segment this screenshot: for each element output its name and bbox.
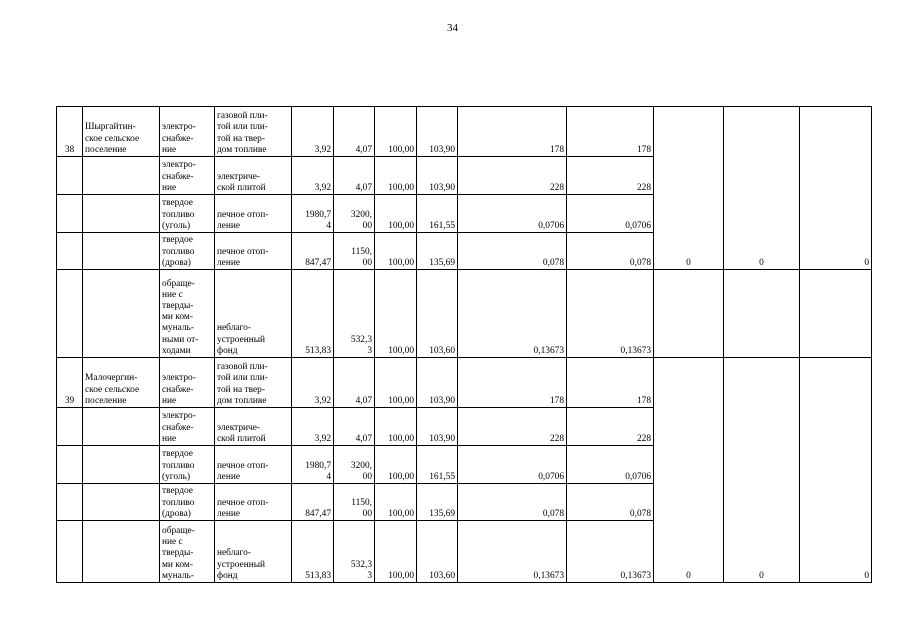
- value-cell: 3,92: [292, 358, 334, 408]
- value-cell: 100,00: [375, 358, 417, 408]
- value-cell: 178: [458, 358, 567, 408]
- service-cell: обраще- ние с тверды- ми ком- муналь- ными от- ходами: [160, 270, 215, 358]
- purpose-cell: печное отоп- ление: [215, 484, 292, 521]
- value-cell: 3,92: [292, 408, 334, 446]
- service-cell: обраще- ние с тверды- ми ком- муналь-: [160, 521, 215, 583]
- service-cell: твердое топливо (дрова): [160, 233, 215, 270]
- value-cell: 532,3 3: [334, 270, 375, 358]
- purpose-cell: газовой пли- той или пли- той на твер- дом топливе: [215, 358, 292, 408]
- value-cell: 103,60: [417, 521, 458, 583]
- purpose-cell: электриче- ской плитой: [215, 157, 292, 195]
- value-cell: 0,13673: [567, 270, 654, 358]
- settlement-name: Шыргайтин- ское сельское поселение: [83, 107, 160, 157]
- service-cell: электро- снабже- ние: [160, 408, 215, 446]
- value-cell: 1980,7 4: [292, 446, 334, 484]
- value-cell: 1150, 00: [334, 484, 375, 521]
- page-number: 34: [447, 22, 458, 34]
- tariff-table: [56, 106, 872, 583]
- value-cell: 0,0706: [458, 446, 567, 484]
- value-cell: 228: [458, 408, 567, 446]
- value-cell: 4,07: [334, 408, 375, 446]
- value-cell: 0,078: [567, 484, 654, 521]
- zero-cell: 0: [800, 107, 872, 270]
- value-cell: 4,07: [334, 107, 375, 157]
- value-cell: 3,92: [292, 157, 334, 195]
- value-cell: 103,90: [417, 358, 458, 408]
- value-cell: 0,13673: [567, 521, 654, 583]
- purpose-cell: печное отоп- ление: [215, 195, 292, 233]
- value-cell: 100,00: [375, 270, 417, 358]
- purpose-cell: печное отоп- ление: [215, 446, 292, 484]
- value-cell: 161,55: [417, 446, 458, 484]
- value-cell: 103,90: [417, 408, 458, 446]
- zero-cell: 0: [724, 358, 800, 583]
- purpose-cell: электриче- ской плитой: [215, 408, 292, 446]
- value-cell: 100,00: [375, 446, 417, 484]
- value-cell: 513,83: [292, 521, 334, 583]
- zero-cell: 0: [724, 107, 800, 270]
- value-cell: 847,47: [292, 484, 334, 521]
- value-cell: 1150, 00: [334, 233, 375, 270]
- value-cell: 4,07: [334, 358, 375, 408]
- service-cell: электро- снабже- ние: [160, 358, 215, 408]
- purpose-cell: печное отоп- ление: [215, 233, 292, 270]
- service-cell: электро- снабже- ние: [160, 157, 215, 195]
- value-cell: 3200, 00: [334, 446, 375, 484]
- value-cell: 161,55: [417, 195, 458, 233]
- value-cell: 100,00: [375, 408, 417, 446]
- value-cell: 100,00: [375, 107, 417, 157]
- value-cell: 100,00: [375, 195, 417, 233]
- value-cell: 103,90: [417, 157, 458, 195]
- table-row: [57, 270, 872, 358]
- value-cell: 0,0706: [458, 195, 567, 233]
- purpose-cell: неблаго- устроенный фонд: [215, 521, 292, 583]
- table-row: [57, 107, 872, 157]
- zero-cell: 0: [654, 358, 724, 583]
- table-row: [57, 358, 872, 408]
- purpose-cell: газовой пли- той или пли- той на твер- дом топливе: [215, 107, 292, 157]
- service-cell: твердое топливо (дрова): [160, 484, 215, 521]
- row-index: 39: [57, 358, 83, 408]
- zero-cell: 0: [800, 358, 872, 583]
- service-cell: твердое топливо (уголь): [160, 446, 215, 484]
- value-cell: 0,0706: [567, 446, 654, 484]
- value-cell: 100,00: [375, 157, 417, 195]
- value-cell: 135,69: [417, 233, 458, 270]
- value-cell: 847,47: [292, 233, 334, 270]
- purpose-cell: неблаго- устроенный фонд: [215, 270, 292, 358]
- value-cell: 228: [458, 157, 567, 195]
- service-cell: электро- снабже- ние: [160, 107, 215, 157]
- value-cell: 228: [567, 408, 654, 446]
- settlement-name: Малочергин- ское сельское поселение: [83, 358, 160, 408]
- value-cell: 1980,7 4: [292, 195, 334, 233]
- value-cell: 100,00: [375, 484, 417, 521]
- service-cell: твердое топливо (уголь): [160, 195, 215, 233]
- value-cell: 228: [567, 157, 654, 195]
- value-cell: 178: [567, 358, 654, 408]
- zero-cell: 0: [654, 107, 724, 270]
- value-cell: 103,90: [417, 107, 458, 157]
- value-cell: 0,078: [458, 233, 567, 270]
- value-cell: 0,078: [458, 484, 567, 521]
- value-cell: 178: [567, 107, 654, 157]
- value-cell: 3200, 00: [334, 195, 375, 233]
- value-cell: 178: [458, 107, 567, 157]
- value-cell: 103,60: [417, 270, 458, 358]
- value-cell: 100,00: [375, 521, 417, 583]
- value-cell: 513,83: [292, 270, 334, 358]
- value-cell: 135,69: [417, 484, 458, 521]
- value-cell: 4,07: [334, 157, 375, 195]
- value-cell: 0,13673: [458, 521, 567, 583]
- value-cell: 0,078: [567, 233, 654, 270]
- row-index: 38: [57, 107, 83, 157]
- value-cell: 0,0706: [567, 195, 654, 233]
- value-cell: 532,3 3: [334, 521, 375, 583]
- value-cell: 100,00: [375, 233, 417, 270]
- value-cell: 0,13673: [458, 270, 567, 358]
- value-cell: 3,92: [292, 107, 334, 157]
